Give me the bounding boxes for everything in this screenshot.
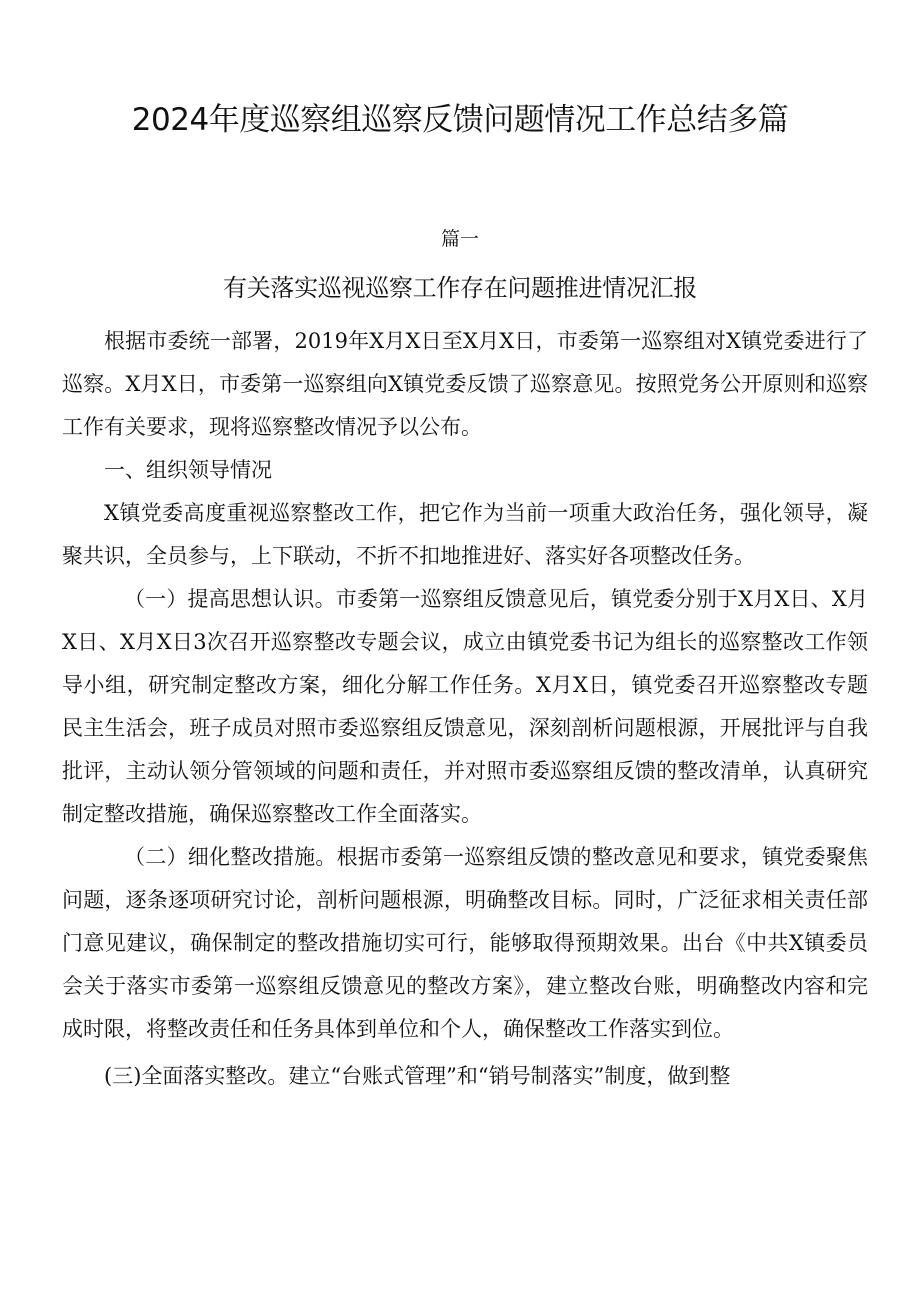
- paragraph-item-1: （一）提高思想认识。市委第一巡察组反馈意见后，镇党委分别于X月X日、X月X日、X月X日3次召开巡察整改专题会议，成立由镇党委书记为组长的巡察整改工作领导小组，研究制定整改方案，细化分解工作任务。X月X日，镇党委召开巡察整改专题民主生活会，班子成员对照市委巡察组反馈意见，深刻剖析问题根源，开展批评与自我批评，主动认领分管领域的问题和责任，并对照市委巡察组反馈的整改清单，认真研究制定整改措施，确保巡察整改工作全面落实。: [62, 587, 868, 826]
- paragraph-item-2: （二）细化整改措施。根据市委第一巡察组反馈的整改意见和要求，镇党委聚焦问题，逐条逐项研究讨论，剖析问题根源，明确整改目标。同时，广泛征求相关责任部门意见建议，确保制定的整改措施切实可行，能够取得预期效果。出台《中共X镇委员会关于落实市委第一巡察组反馈意见的整改方案》，建立整改台账，明确整改内容和完成时限，将整改责任和任务具体到单位和个人，确保整改工作落实到位。: [62, 845, 868, 1041]
- document-title: 2024年度巡察组巡察反馈问题情况工作总结多篇: [131, 102, 789, 138]
- section-label: 篇一: [440, 228, 479, 250]
- heading-organization-leadership: 一、组织领导情况: [104, 458, 272, 482]
- paragraph-intro: 根据市委统一部署，2019年X月X日至X月X日，市委第一巡察组对X镇党委进行了巡察。X月X日，市委第一巡察组向X镇党委反馈了巡察意见。按照党务公开原则和巡察工作有关要求，现将巡察整改情况予以公布。: [62, 329, 868, 439]
- paragraph-overview: X镇党委高度重视巡察整改工作，把它作为当前一项重大政治任务，强化领导，凝聚共识，全员参与，上下联动，不折不扣地推进好、落实好各项整改任务。: [62, 501, 868, 568]
- section-heading: 有关落实巡视巡察工作存在问题推进情况汇报: [223, 274, 697, 302]
- document-body: [62, 320, 868, 1098]
- paragraph-item-3: (三)全面落实整改。建立“台账式管理”和“销号制落实”制度，做到整: [104, 1064, 731, 1088]
